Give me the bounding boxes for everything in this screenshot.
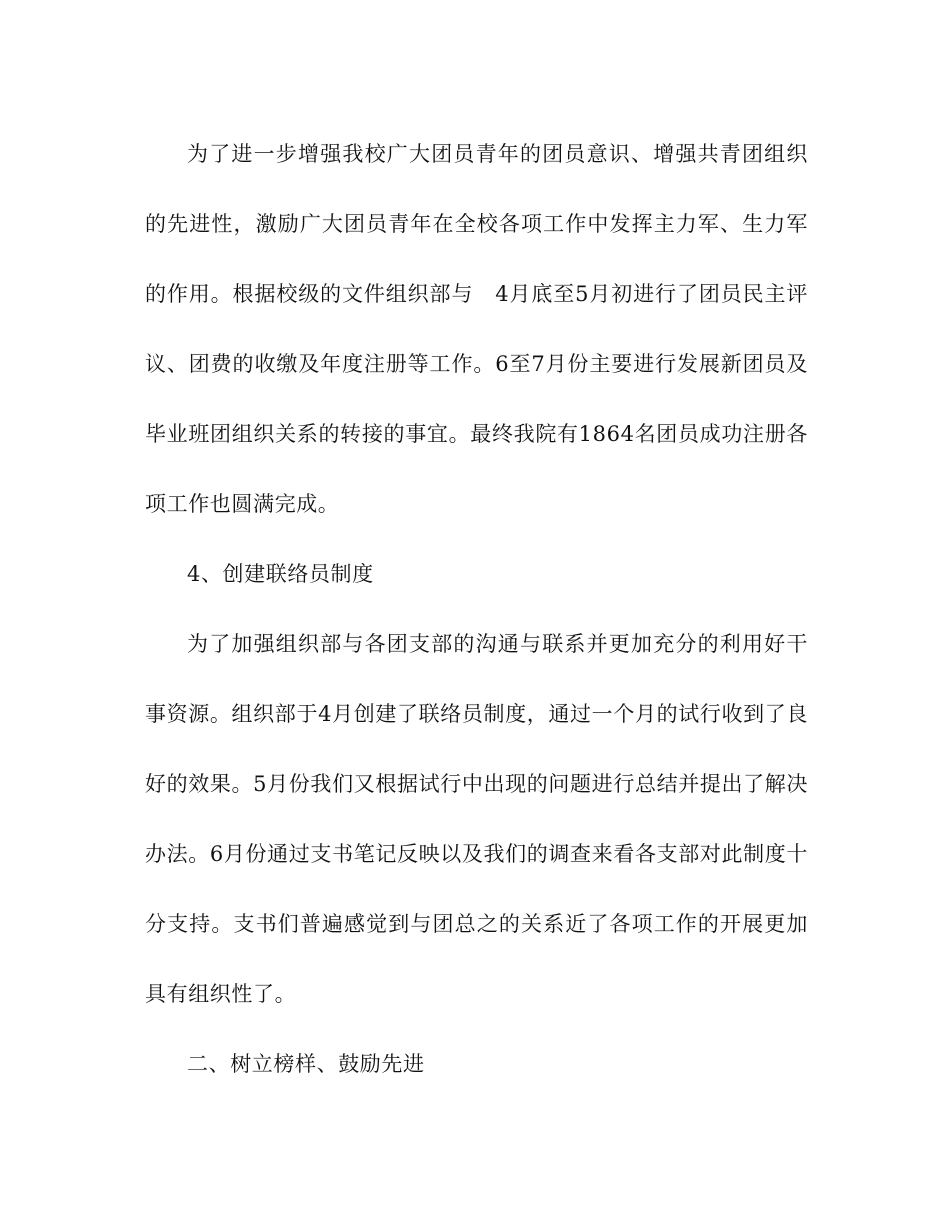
- document-body: [145, 119, 808, 1099]
- paragraph-membership-work: 为了进一步增强我校广大团员青年的团员意识、增强共青团组织的先进性，激励广大团员青年在全校各项工作中发挥主力军、生力军的作用。根据校级的文件组织部与 4月底至5月初进行了团员民主评议、团费的收缴及年度注册等工作。6至7月份主要进行发展新团员及毕业班团组织关系的转接的事宜。最终我院有1864名团员成功注册各项工作也圆满完成。: [145, 142, 808, 516]
- section-heading-liaison-system: 4、创建联络员制度: [187, 562, 374, 586]
- paragraph-liaison-system: 为了加强组织部与各团支部的沟通与联系并更加充分的利用好干事资源。组织部于4月创建了联络员制度，通过一个月的试行收到了良好的效果。5月份我们又根据试行中出现的问题进行总结并提出了解决办法。6月份通过支书笔记反映以及我们的调查来看各支部对此制度十分支持。支书们普遍感觉到与团总之的关系近了各项工作的开展更加具有组织性了。: [145, 632, 808, 1006]
- section-heading-role-models: 二、树立榜样、鼓励先进: [187, 1052, 425, 1076]
